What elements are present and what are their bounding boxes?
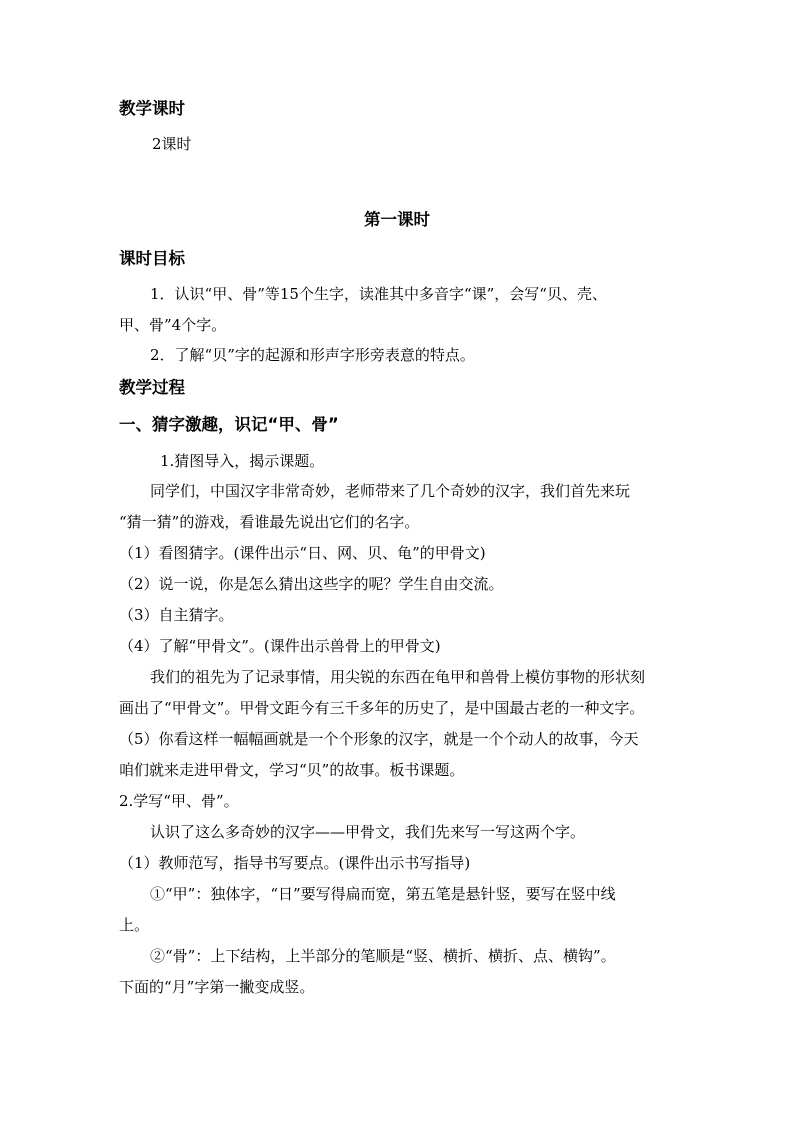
objective-line: 1．认识“甲、骨”等15个生字，读准其中多音字“课”，会写“贝、壳、 [150, 285, 607, 303]
paragraph-line: 我们的祖先为了记录事情，用尖锐的东西在龟甲和兽骨上模仿事物的形状刻 [150, 668, 646, 686]
part-heading: 一、猜字激趣，识记“甲、骨” [119, 415, 339, 434]
paragraph-line: 画出了“甲骨文”。甲骨文距今有三千多年的历史了，是中国最古老的一种文字。 [119, 699, 645, 717]
paragraph-line: “猜一猜”的游戏，看谁最先说出它们的名字。 [119, 513, 420, 531]
paragraph-line: 同学们，中国汉字非常奇妙，老师带来了几个奇妙的汉字，我们首先来玩 [150, 482, 631, 500]
step-line: 1.猜图导入，揭示课题。 [160, 452, 325, 470]
char-guide-line: 下面的“月”字第一撇变成竖。 [119, 978, 315, 996]
lesson-count: 2课时 [152, 135, 192, 153]
list-item: （1）教师范写，指导书写要点。(课件出示书写指导) [119, 854, 471, 872]
list-item: （4）了解“甲骨文”。(课件出示兽骨上的甲骨文) [119, 637, 441, 655]
list-item: （2）说一说，你是怎么猜出这些字的呢？学生自由交流。 [119, 575, 504, 593]
objective-line: 2．了解“贝”字的起源和形声字形旁表意的特点。 [150, 346, 475, 364]
objectives-heading: 课时目标 [119, 249, 185, 268]
step-line: 2.学写“甲、骨”。 [119, 792, 239, 810]
char-guide-line: 上。 [119, 916, 150, 934]
process-heading: 教学过程 [119, 378, 185, 397]
lesson-title: 第一课时 [364, 210, 430, 229]
section-heading: 教学课时 [119, 99, 185, 118]
char-guide-line: ②“骨”：上下结构，上半部分的笔顺是“竖、横折、横折、点、横钩”。 [150, 947, 616, 965]
list-item: （1）看图猜字。(课件出示“日、网、贝、龟”的甲骨文) [119, 544, 486, 562]
char-guide-line: ①“甲”：独体字，“日”要写得扁而宽，第五笔是悬针竖，要写在竖中线 [150, 885, 616, 903]
objective-line: 甲、骨”4个字。 [119, 316, 227, 334]
list-item: （5）你看这样一幅幅画就是一个个形象的汉字，就是一个个动人的故事，今天 [119, 730, 639, 748]
paragraph-line: 认识了这么多奇妙的汉字——甲骨文，我们先来写一写这两个字。 [150, 823, 586, 841]
list-item: 咱们就来走进甲骨文，学习“贝”的故事。板书课题。 [119, 761, 465, 779]
list-item: （3）自主猜字。 [119, 606, 234, 624]
